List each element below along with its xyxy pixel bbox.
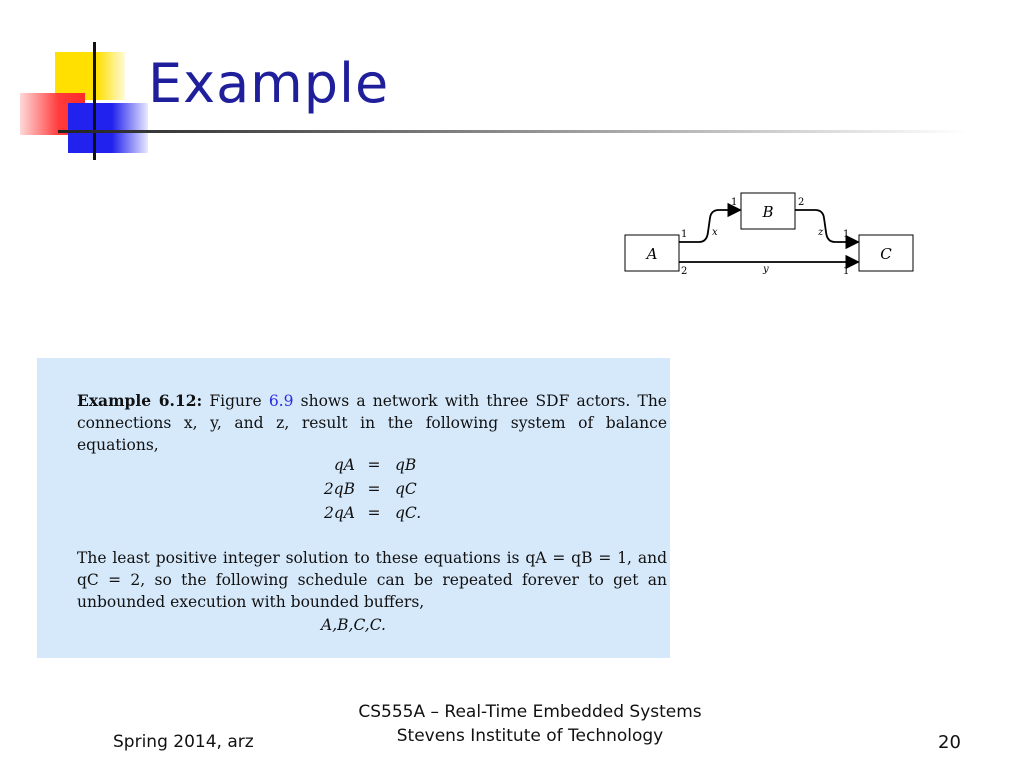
equation-3-rhs: qC.: [395, 504, 422, 522]
example-intro-text-b: shows a network with three SDF actors. The connections x, y, and z, result in the following system of balance equations,: [77, 392, 667, 454]
edge-z-label: z: [818, 227, 824, 238]
logo-vertical-line: [93, 42, 96, 160]
edge-y-label: y: [763, 264, 769, 275]
equation-2-rhs: qC: [395, 480, 417, 498]
edge-y-produce: 2: [681, 266, 688, 277]
edge-x-produce: 1: [681, 229, 688, 240]
page-number: 20: [938, 732, 961, 753]
example-lead: Example 6.12:: [77, 391, 203, 410]
equation-1-lhs: qA: [333, 456, 355, 474]
equation-2-lhs: 2qB: [323, 480, 355, 498]
equation-2-op: =: [367, 480, 381, 498]
edge-z-consume: 1: [843, 229, 850, 240]
edge-z-produce: 2: [798, 197, 805, 208]
example-solution-paragraph: The least positive integer solution to these equations is qA = qB = 1, and qC = 2, so the following schedule can be repeated forever to get an unbounded execution with bounded buffers,: [77, 549, 667, 611]
actor-b-label: B: [762, 203, 774, 221]
edge-x: [679, 210, 740, 242]
footer-course-info: [300, 700, 760, 748]
equation-3-op: =: [367, 504, 381, 522]
figure-reference-link[interactable]: 6.9: [268, 392, 294, 410]
slide-logo-decoration: [0, 0, 160, 170]
example-text-box: [37, 358, 670, 658]
slide-title: Example: [148, 52, 390, 115]
example-intro-paragraph: [77, 390, 667, 456]
equation-1-op: =: [367, 456, 381, 474]
footer-course-title: CS555A – Real-Time Embedded Systems: [358, 702, 702, 722]
title-underline: [58, 130, 968, 133]
actor-a-label: A: [646, 245, 658, 263]
example-intro-text-a: Figure: [209, 392, 269, 410]
footer-date-author: Spring 2014, arz: [113, 732, 254, 752]
footer-institution: Stevens Institute of Technology: [396, 726, 664, 746]
actor-c-label: C: [880, 245, 892, 263]
logo-blue-square: [68, 103, 148, 153]
example-schedule: A,B,C,C.: [321, 616, 386, 634]
equation-1-rhs: qB: [395, 456, 417, 474]
edge-x-label: x: [712, 227, 718, 238]
sdf-network-diagram: [615, 188, 925, 283]
equation-3-lhs: 2qA: [324, 504, 355, 522]
edge-y-consume: 1: [843, 266, 850, 277]
edge-x-consume: 1: [731, 197, 738, 208]
